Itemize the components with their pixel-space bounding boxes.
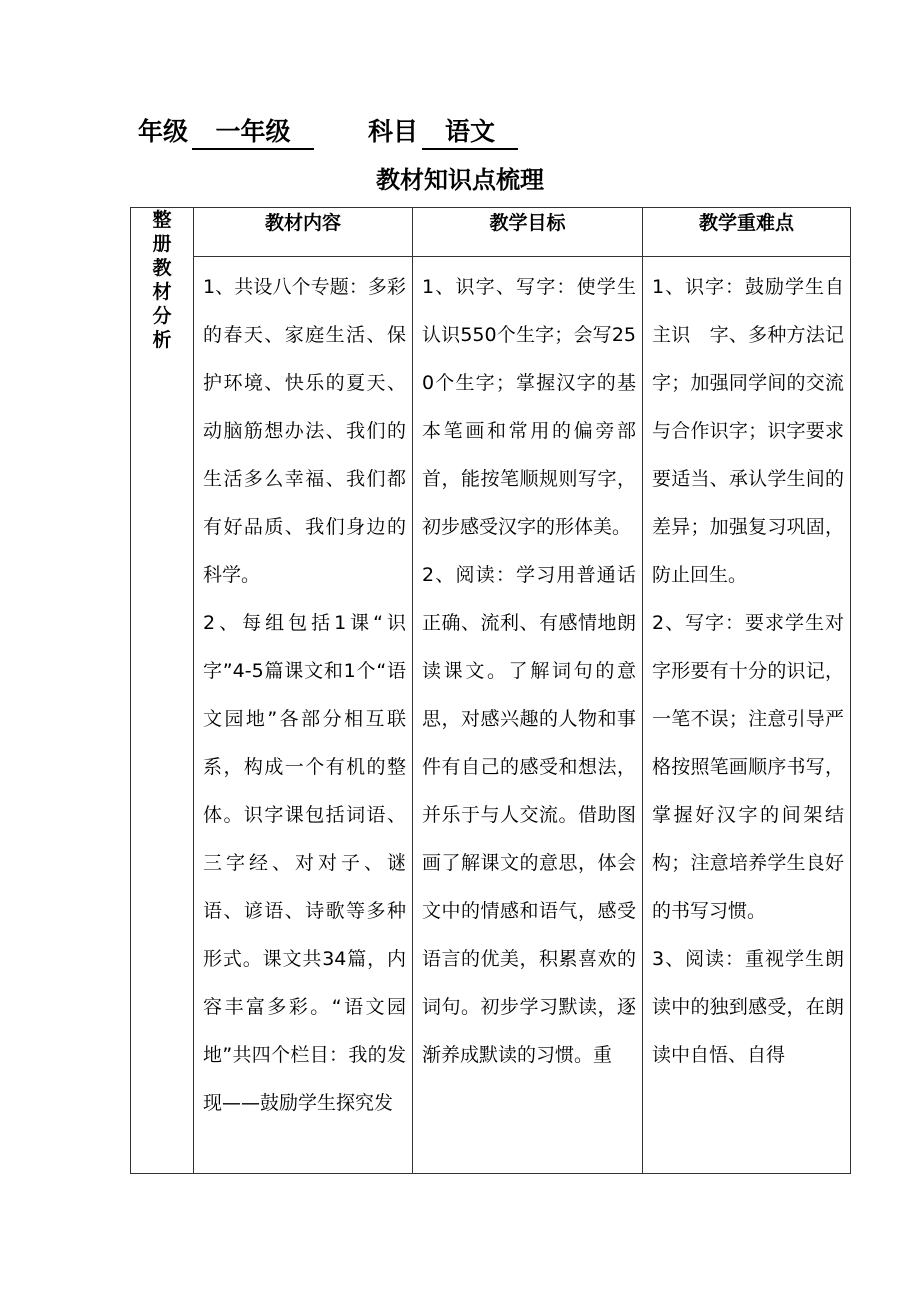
key-points-paragraph: 2、写字：要求学生对字形要有十分的识记，一笔不误；注意引导严格按照笔画顺序书写，掌握好汉字的间架结构；注意培养学生良好的书写习惯。: [652, 612, 844, 922]
key-points-paragraph: 3、阅读：重视学生朗读中的独到感受，在朗读中自悟、自得: [652, 948, 844, 1066]
header-line: [138, 112, 518, 152]
content-cell: [194, 257, 413, 1174]
subject-label: 科目: [368, 117, 419, 146]
side-label-cell: [131, 208, 194, 1174]
table-body-row: [131, 257, 851, 1174]
key-points-cell: [643, 257, 851, 1174]
goals-paragraph: 1、识字、写字：使学生认识550个生字；会写250个生字；掌握汉字的基本笔画和常用的偏旁部首，能按笔顺规则写字，初步感受汉字的形体美。: [422, 276, 636, 538]
column-header-content: 教材内容: [194, 208, 413, 257]
document-title: 教材知识点梳理: [376, 166, 544, 194]
content-paragraph: 1、共设八个专题：多彩的春天、家庭生活、保护环境、快乐的夏天、动脑筋想办法、我们的生活多么幸福、我们都有好品质、我们身边的科学。: [203, 276, 406, 586]
subject-value: 语文: [422, 116, 518, 150]
goals-cell: [413, 257, 643, 1174]
grade-label: 年级: [138, 117, 189, 146]
content-paragraph: 2、每组包括1课“识字”4-5篇课文和1个“语文园地”各部分相互联系，构成一个有机的整体。识字课包括词语、三字经、对对子、谜语、谚语、诗歌等多种形式。课文共34篇，内容丰富多彩。“语文园地”共四个栏目：我的发现——鼓励学生探究发: [203, 612, 406, 1114]
goals-paragraph: 2、阅读：学习用普通话正确、流利、有感情地朗读课文。了解词句的意思，对感兴趣的人物和事件有自己的感受和想法，并乐于与人交流。借助图画了解课文的意思，体会文中的情感和语气，感受语言的优美，积累喜欢的词句。初步学习默读，逐渐养成默读的习惯。重: [422, 564, 636, 1066]
knowledge-table: [130, 207, 851, 1174]
grade-value: 一年级: [192, 116, 314, 150]
column-header-key-points: 教学重难点: [643, 208, 851, 257]
column-header-goals: 教学目标: [413, 208, 643, 257]
key-points-paragraph: 1、识字：鼓励学生自主识 字、多种方法记字；加强同学间的交流与合作识字；识字要求要适当、承认学生间的差异；加强复习巩固，防止回生。: [652, 276, 844, 586]
side-label: 整册教材分析: [152, 209, 172, 351]
table-header-row: [131, 208, 851, 257]
